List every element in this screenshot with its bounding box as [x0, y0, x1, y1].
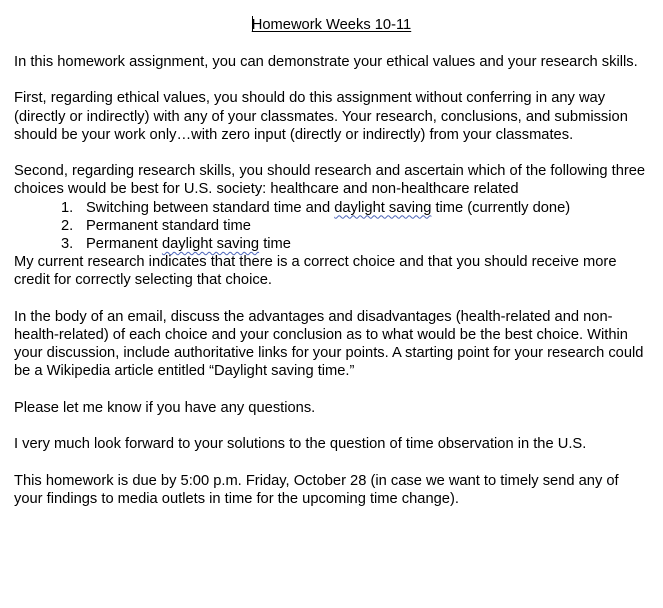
list-item-text: Permanent	[86, 236, 162, 252]
list-number: 1.	[61, 199, 74, 216]
document-title[interactable]: Homework Weeks 10-11	[251, 17, 412, 33]
paragraph-research-skills: Second, regarding research skills, you should research and ascertain which of the following three choices would be best for U.S. society: healthcare and non-healthcare related	[14, 163, 646, 198]
paragraph-look-forward: I very much look forward to your solutions to the question of time observation in the U.S.	[14, 436, 587, 453]
document-title-line	[0, 16, 663, 34]
document-body[interactable]	[14, 53, 650, 508]
choices-list	[14, 199, 650, 254]
list-number: 3.	[61, 236, 74, 252]
paragraph-email-instructions: In the body of an email, discuss the advantages and disadvantages (health-related and non-health-related) of each choice and your conclusion as to what would be the best choice. Within your discussion, include authoritative links for your points. A starting point for your research could be a Wikipedia article entitled “Daylight saving time.”	[14, 308, 644, 380]
paragraph-due-date: This homework is due by 5:00 p.m. Friday, October 28 (in case we want to timely send any of your findings to media outlets in time for the upcoming time change).	[14, 472, 619, 507]
list-item	[14, 217, 650, 235]
list-item-text: Permanent standard time	[86, 217, 251, 234]
list-item-text: time	[259, 236, 291, 252]
paragraph-intro: In this homework assignment, you can demonstrate your ethical values and your research skills.	[14, 54, 638, 70]
list-item-text: Switching between standard time and	[86, 199, 335, 216]
paragraph-correct-choice: My current research indicates that there is a correct choice and that you should receive more credit for correctly selecting that choice.	[14, 254, 617, 289]
list-number: 2.	[61, 217, 74, 234]
list-item-text: time (currently done)	[431, 199, 571, 216]
list-item	[14, 235, 650, 253]
list-item	[14, 199, 650, 217]
spellcheck-marked-text[interactable]: daylight saving	[334, 199, 432, 216]
paragraph-ethical-values: First, regarding ethical values, you should do this assignment without conferring in any way (directly or indirectly) with any of your classmates. Your research, conclusions, and submission should be your work only…with zero input (directly or indirectly) from your classmates.	[14, 90, 628, 143]
spellcheck-marked-text[interactable]: daylight saving	[161, 236, 260, 252]
paragraph-questions: Please let me know if you have any questions.	[14, 399, 316, 416]
